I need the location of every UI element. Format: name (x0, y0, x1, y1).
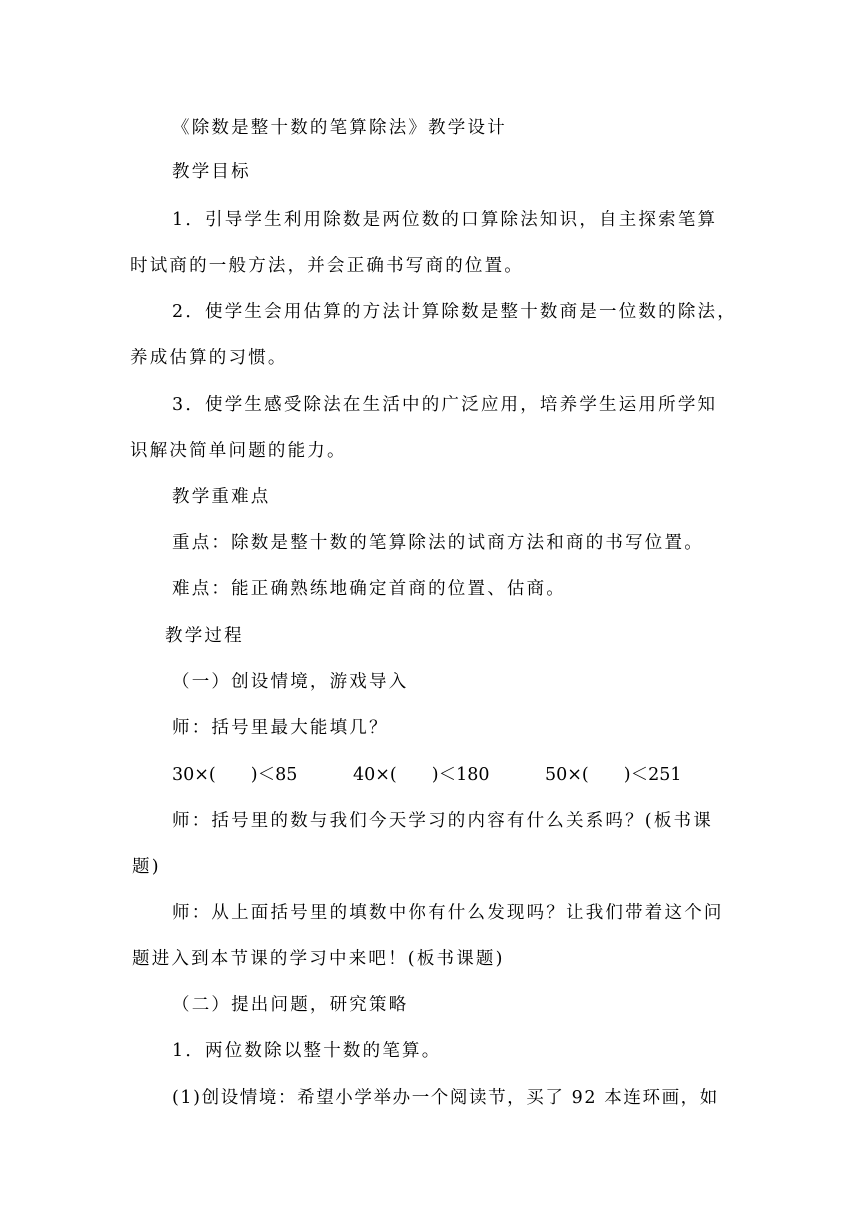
goal-2-line-1: 2．使学生会用估算的方法计算除数是整十数商是一位数的除法， (172, 302, 737, 322)
expression-1: 30×( )＜85 (172, 765, 298, 785)
teacher-question-1: 师：括号里最大能填几？ (172, 718, 389, 738)
part-1-title: （一）创设情境，游戏导入 (172, 672, 409, 692)
section-heading-goals: 教学目标 (172, 162, 251, 182)
goal-3-line-2: 识解决简单问题的能力。 (130, 441, 347, 461)
section-heading-key: 教学重难点 (172, 487, 271, 507)
teacher-question-3-line-1: 师：从上面括号里的填数中你有什么发现吗？让我们带着这个问 (172, 903, 724, 923)
goal-1-line-1: 1．引导学生利用除数是两位数的口算除法知识，自主探索笔算 (172, 210, 718, 230)
part-2-title: （二）提出问题，研究策略 (172, 995, 409, 1015)
teacher-question-2-line-1: 师：括号里的数与我们今天学习的内容有什么关系吗？(板书课 (172, 811, 713, 831)
goal-1-line-2: 时试商的一般方法，并会正确书写商的位置。 (130, 256, 524, 276)
key-point: 重点：除数是整十数的笔算除法的试商方法和商的书写位置。 (172, 533, 704, 553)
subsection-1-title: 1．两位数除以整十数的笔算。 (172, 1041, 442, 1061)
difficult-point: 难点：能正确熟练地确定首商的位置、估商。 (172, 579, 566, 599)
document-title: 《除数是整十数的笔算除法》教学设计 (172, 118, 507, 138)
goal-3-line-1: 3．使学生感受除法在生活中的广泛应用，培养学生运用所学知 (172, 395, 718, 415)
section-heading-process: 教学过程 (165, 626, 244, 646)
goal-2-line-2: 养成估算的习惯。 (130, 348, 288, 368)
expression-3: 50×( )＜251 (545, 765, 682, 785)
expression-2: 40×( )＜180 (353, 765, 490, 785)
teacher-question-2-line-2: 题) (132, 857, 161, 877)
teacher-question-3-line-2: 题进入到本节课的学习中来吧！(板书课题) (132, 949, 505, 969)
subsection-1-item-1: (1)创设情境：希望小学举办一个阅读节，买了 92 本连环画，如 (172, 1088, 719, 1108)
